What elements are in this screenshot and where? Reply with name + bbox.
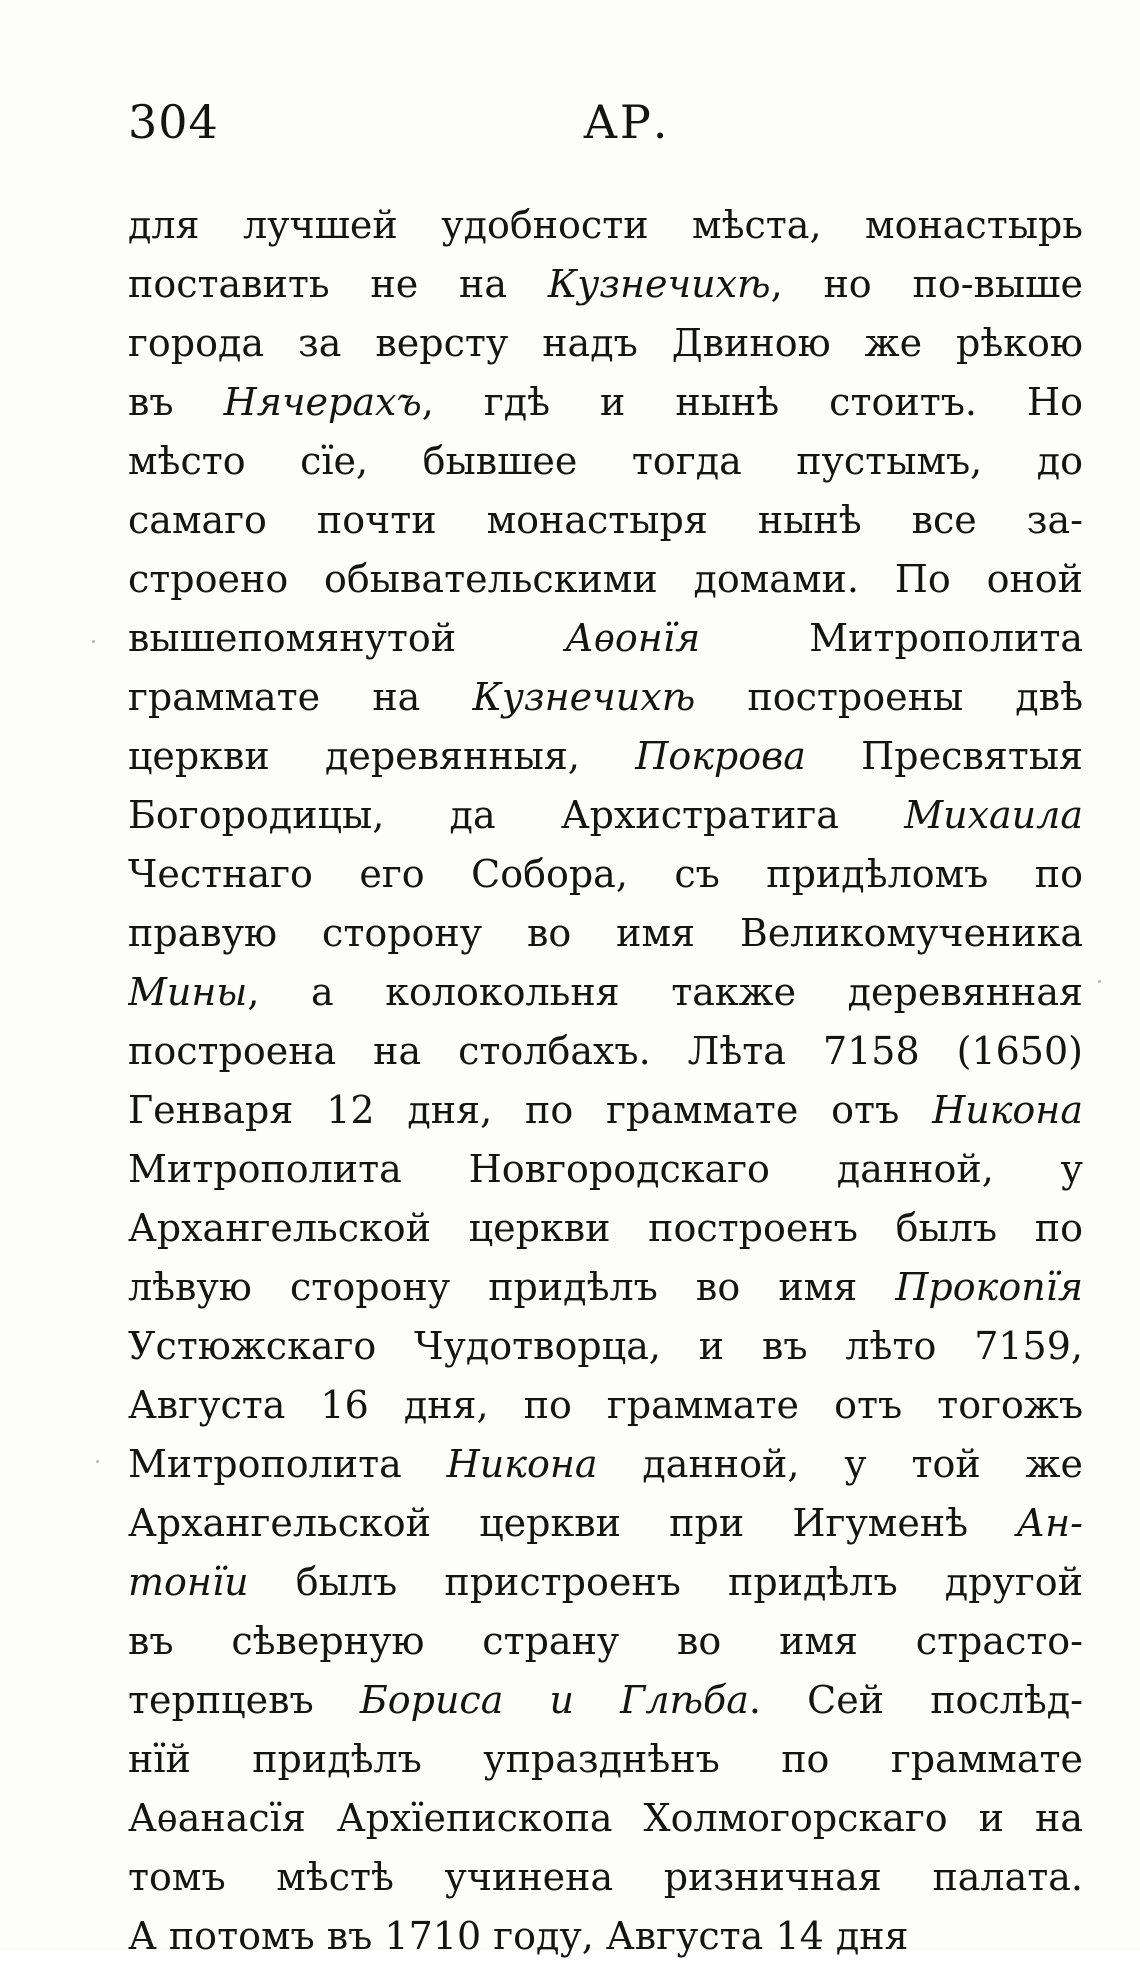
paper-speck: [1098, 980, 1101, 983]
text-segment: мѣсто сїе, бывшее тогда пустымъ, до: [128, 439, 1083, 483]
italic-proper-name: Бориса и Глѣба: [359, 1678, 749, 1722]
text-line: [128, 668, 1083, 727]
text-segment: терпцевъ: [128, 1678, 360, 1722]
text-segment: граммате на: [128, 675, 473, 719]
text-line: [128, 1258, 1083, 1317]
italic-proper-name: Мины: [128, 970, 248, 1014]
text-segment: лѣвую сторону придѣлъ во имя: [128, 1265, 896, 1309]
text-line: [128, 1553, 1083, 1612]
italic-proper-name: тонїи: [128, 1560, 249, 1604]
text-segment: , но по-выше: [770, 262, 1083, 306]
text-segment: Митрополита: [128, 1442, 447, 1486]
italic-proper-name: Никона: [932, 1088, 1083, 1132]
text-line: [128, 1317, 1083, 1376]
text-line: [128, 845, 1083, 904]
text-line: [128, 1022, 1083, 1081]
text-segment: Архангельской церкви построенъ былъ по: [128, 1206, 1083, 1250]
text-line: [128, 1435, 1083, 1494]
text-line: [128, 255, 1083, 314]
text-segment: построена на столбахъ. Лѣта 7158 (1650): [128, 1029, 1083, 1073]
italic-proper-name: Нячерахъ: [223, 380, 422, 424]
text-segment: Митрополита: [700, 616, 1083, 660]
text-line: [128, 550, 1083, 609]
text-segment: Митрополита Новгородскаго данной, у: [128, 1147, 1083, 1191]
text-line: [128, 1376, 1083, 1435]
italic-proper-name: Ан-: [1016, 1501, 1083, 1545]
text-segment: , гдѣ и нынѣ стоитъ. Но: [421, 380, 1083, 424]
text-segment: въ: [128, 380, 224, 424]
text-segment: Устюжскаго Чудотворца, и въ лѣто 7159,: [128, 1324, 1083, 1368]
text-segment: Генваря 12 дня, по граммате отъ: [128, 1088, 933, 1132]
paper-speck: [92, 640, 95, 643]
italic-proper-name: Покрова: [635, 734, 806, 778]
italic-proper-name: Аѳонїя: [565, 616, 701, 660]
text-segment: Пресвятыя: [805, 734, 1083, 778]
text-segment: Августа 16 дня, по граммате отъ тогожъ: [128, 1383, 1083, 1427]
text-segment: былъ пристроенъ придѣлъ другой: [248, 1560, 1083, 1604]
text-line: [128, 1848, 1083, 1907]
text-line: [128, 1671, 1083, 1730]
text-line: [128, 1199, 1083, 1258]
italic-proper-name: Кузнечихѣ: [547, 262, 771, 306]
text-segment: церкви деревянныя,: [128, 734, 636, 778]
text-segment: города за версту надъ Двиною же рѣкою: [128, 321, 1083, 365]
italic-proper-name: Никона: [446, 1442, 598, 1486]
text-line: [128, 1494, 1083, 1553]
text-line: [128, 1081, 1083, 1140]
text-line: [128, 196, 1083, 255]
text-line: [128, 1612, 1083, 1671]
text-line: [128, 491, 1083, 550]
text-line: [128, 373, 1083, 432]
text-line: [128, 314, 1083, 373]
text-segment: для лучшей удобности мѣста, монастырь: [128, 203, 1083, 247]
text-line: [128, 963, 1083, 1022]
text-segment: Аѳанасїя Архїепископа Холмогорскаго и на: [128, 1796, 1083, 1840]
text-line: [128, 609, 1083, 668]
text-segment: самаго почти монастыря нынѣ все за-: [128, 498, 1083, 542]
paper-speck: [96, 1460, 99, 1463]
text-segment: вышепомянутой: [128, 616, 566, 660]
text-segment: . Сей послѣд-: [748, 1678, 1083, 1722]
text-line: [128, 1140, 1083, 1199]
text-segment: построены двѣ: [695, 675, 1083, 719]
text-line: [128, 904, 1083, 963]
text-segment: Честнаго его Собора, съ придѣломъ по: [128, 852, 1083, 896]
text-segment: правую сторону во имя Великомученика: [128, 911, 1083, 955]
text-segment: поставить не на: [128, 262, 548, 306]
text-segment: , а колокольня также деревянная: [247, 970, 1083, 1014]
text-line: [128, 1730, 1083, 1789]
running-head: [128, 92, 1083, 152]
text-segment: томъ мѣстѣ учинена ризничная палата.: [128, 1855, 1083, 1899]
text-segment: нїй придѣлъ упразднѣнъ по граммате: [128, 1737, 1083, 1781]
text-line: [128, 727, 1083, 786]
page-number: 304: [128, 95, 219, 149]
italic-proper-name: Прокопїя: [895, 1265, 1083, 1309]
italic-proper-name: Кузнечихѣ: [472, 675, 696, 719]
text-segment: данной, у той же: [597, 1442, 1083, 1486]
text-line: [128, 1907, 1083, 1966]
section-heading: АР.: [583, 95, 670, 149]
text-segment: Богородицы, да Архистратига: [128, 793, 905, 837]
text-segment: въ сѣверную страну во имя страсто-: [128, 1619, 1083, 1663]
body-text: [128, 196, 1083, 1966]
text-line: [128, 1789, 1083, 1848]
text-line: [128, 432, 1083, 491]
text-line: [128, 786, 1083, 845]
italic-proper-name: Михаила: [904, 793, 1083, 837]
text-segment: строено обывательскими домами. По оной: [128, 557, 1083, 601]
text-segment: Архангельской церкви при Игуменѣ: [128, 1501, 1017, 1545]
text-segment: А потомъ въ 1710 году, Августа 14 дня: [128, 1914, 909, 1958]
